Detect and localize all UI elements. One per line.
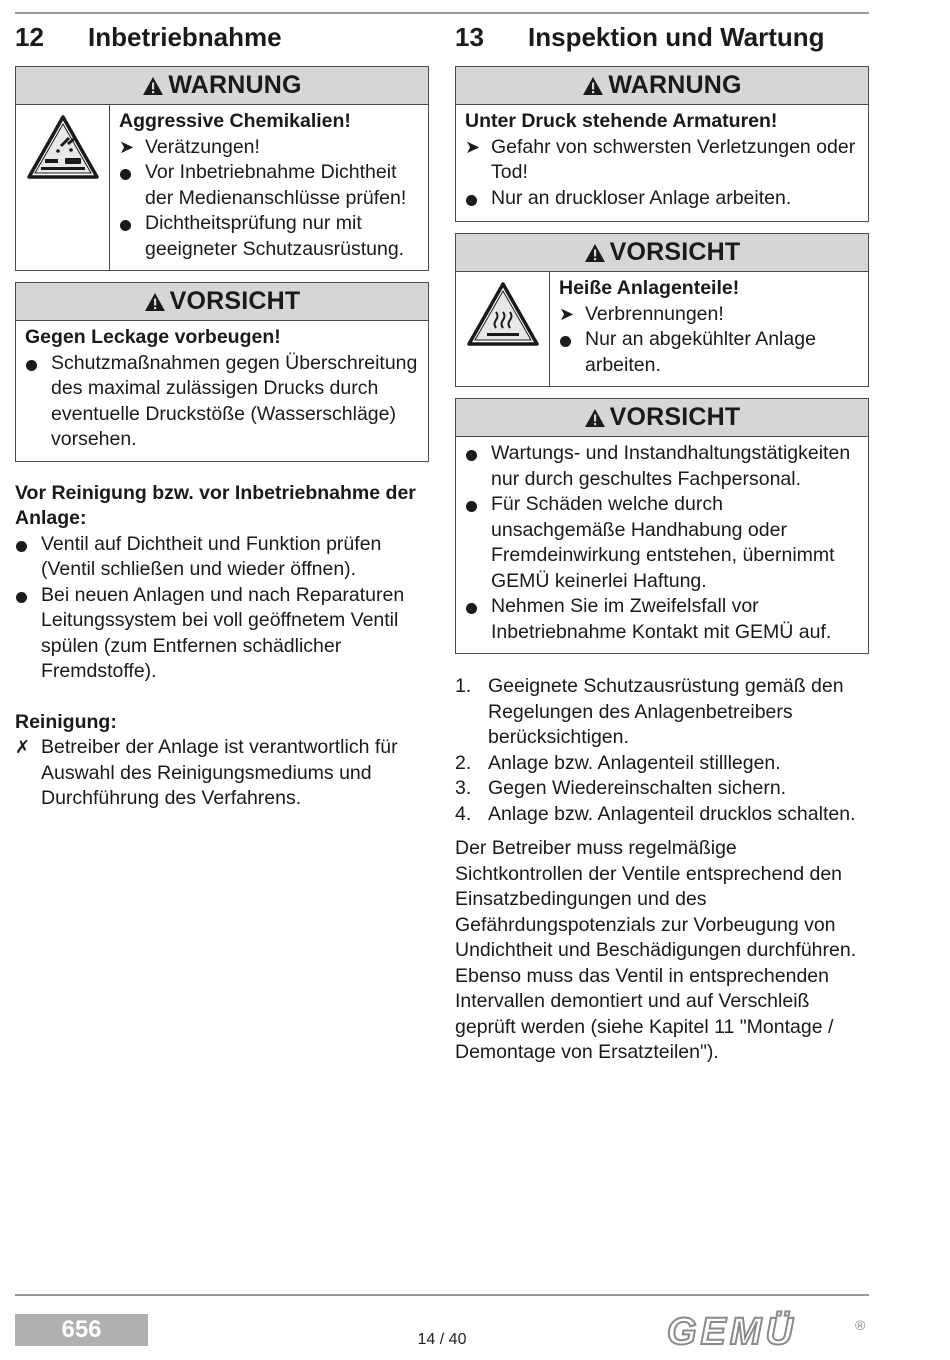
list-item — [25, 351, 420, 453]
bullet-icon — [466, 450, 477, 461]
list-item — [15, 735, 429, 812]
list-item — [465, 186, 860, 214]
warning-box-header — [16, 67, 428, 105]
list-item-text: Nur an druckloser Anlage arbeiten. — [491, 186, 792, 209]
list-item — [465, 441, 860, 492]
section-number: 13 — [455, 22, 484, 52]
step-number: 2. — [455, 751, 472, 774]
caution-box-header — [456, 399, 868, 437]
doc-number-badge: 656 — [15, 1314, 148, 1346]
cross-mark-icon: ✗ — [15, 737, 31, 757]
warning-triangle-icon — [144, 292, 166, 312]
step-number: 1. — [455, 675, 472, 697]
bullet-icon — [466, 195, 477, 206]
step-item — [455, 751, 869, 777]
warning-triangle-icon — [142, 76, 164, 96]
step-item — [455, 802, 869, 828]
list-item-text: Ventil auf Dichtheit und Funktion prüfen (Ventil schließen und wieder öffnen). — [41, 532, 382, 580]
step-item — [455, 776, 869, 802]
consequence-item — [559, 302, 860, 328]
section-title: Inspektion und Wartung — [528, 22, 825, 52]
bullet-icon — [466, 603, 477, 614]
hazard-icon-cell — [16, 105, 110, 270]
caution-label: VORSICHT — [609, 403, 741, 431]
corrosive-substance-icon — [27, 115, 99, 270]
arrow-right-icon: ➤ — [559, 303, 575, 324]
bullet-icon — [560, 336, 571, 347]
top-rule — [15, 12, 869, 14]
brand-logo-text: GEMÜ — [667, 1311, 797, 1353]
warning-box-chemicals — [15, 66, 429, 271]
warning-title: Unter Druck stehende Armaturen! — [465, 110, 778, 132]
caution-label: VORSICHT — [609, 238, 741, 266]
warning-box-pressure — [455, 66, 869, 222]
section-title: Inbetriebnahme — [88, 22, 282, 52]
list-item — [465, 594, 860, 645]
caution-box-general — [455, 398, 869, 654]
list-item — [465, 492, 860, 594]
bullet-icon — [26, 360, 37, 371]
caution-box-header — [456, 234, 868, 272]
step-text: Anlage bzw. Anlagenteil stilllegen. — [488, 751, 781, 774]
bullet-icon — [120, 220, 131, 231]
consequence-item — [119, 135, 420, 161]
list-item — [15, 532, 429, 583]
consequence-text: Verbrennungen! — [585, 302, 724, 325]
warning-label: WARNUNG — [608, 71, 742, 99]
right-column — [455, 18, 869, 1066]
caution-label: VORSICHT — [169, 287, 301, 315]
list-item-text: Schutzmaßnahmen gegen Überschreitung des maximal zulässigen Drucks durch eventuelle Druckstöße (Wasserschläge) vorsehen. — [51, 351, 418, 450]
step-number: 4. — [455, 802, 472, 825]
list-item — [119, 160, 420, 211]
hazard-icon-cell — [456, 272, 550, 386]
list-item — [15, 583, 429, 685]
cleaning-heading: Reinigung: — [15, 710, 117, 733]
bullet-icon — [120, 169, 131, 180]
inspection-paragraph: Der Betreiber muss regelmäßige Sichtkontrollen der Ventile entsprechend den Einsatzbedingungen und des Gefährdungspotenzials zur Vorbeugung von Undichtheit und Beschädigungen durchführen. Ebenso muss das Ventil in entsprechenden Intervallen demontiert und auf Verschleiß geprüft werden (siehe Kapitel 11 "Montage / Demontage von Ersatzteilen"). — [455, 837, 857, 1063]
caution-box-hot-parts — [455, 233, 869, 387]
consequence-text: Gefahr von schwersten Verletzungen oder Tod! — [491, 135, 856, 183]
bullet-icon — [16, 541, 27, 552]
consequence-text: Verätzungen! — [145, 135, 260, 158]
bottom-rule — [15, 1294, 869, 1296]
hot-surface-icon — [467, 282, 539, 386]
arrow-right-icon: ➤ — [119, 136, 135, 157]
list-item — [559, 327, 860, 378]
list-item-text: Bei neuen Anlagen und nach Reparaturen Leitungssystem bei voll geöffnetem Ventil spülen (zum Entfernen schädlicher Fremdstoffe). — [41, 583, 405, 682]
left-column — [15, 18, 429, 812]
warning-label: WARNUNG — [168, 71, 302, 99]
bullet-icon — [466, 501, 477, 512]
caution-box-leakage — [15, 282, 429, 462]
list-item-text: Dichtheitsprüfung nur mit geeigneter Schutzausrüstung. — [145, 212, 405, 260]
registered-mark: ® — [855, 1317, 866, 1333]
arrow-right-icon: ➤ — [465, 136, 481, 157]
caution-title: Heiße Anlagenteile! — [559, 277, 740, 299]
pre-cleaning-heading: Vor Reinigung bzw. vor Inbetriebnahme der Anlage: — [15, 481, 416, 529]
warning-triangle-icon — [584, 408, 606, 428]
step-text: Geeignete Schutzausrüstung gemäß den Regelungen des Anlagenbetreibers berücksichtigen. — [488, 675, 844, 748]
list-item-text: Wartungs- und Instandhaltungstätigkeiten nur durch geschultes Fachpersonal. — [491, 442, 851, 490]
warning-title: Aggressive Chemikalien! — [119, 110, 351, 132]
list-item-text: Für Schäden welche durch unsachgemäße Handhabung oder Fremdeinwirkung entstehen, übernimmt GEMÜ keinerlei Haftung. — [491, 493, 835, 592]
bullet-icon — [16, 592, 27, 603]
step-number: 3. — [455, 777, 472, 799]
list-item-text: Vor Inbetriebnahme Dichtheit der Medienanschlüsse prüfen! — [145, 161, 407, 209]
page-indicator: 14 / 40 — [417, 1331, 467, 1348]
list-item-text: Betreiber der Anlage ist verantwortlich für Auswahl des Reinigungsmediums und Durchführung des Verfahrens. — [41, 736, 398, 809]
step-text: Anlage bzw. Anlagenteil drucklos schalten. — [488, 802, 856, 825]
section-heading-13 — [455, 18, 869, 60]
list-item-text: Nur an abgekühlter Anlage arbeiten. — [585, 328, 816, 376]
warning-box-header — [456, 67, 868, 105]
list-item — [119, 211, 420, 262]
section-heading-12 — [15, 18, 429, 60]
section-number: 12 — [15, 22, 44, 52]
caution-title: Gegen Leckage vorbeugen! — [25, 326, 281, 348]
brand-logo — [667, 1310, 872, 1354]
warning-triangle-icon — [582, 76, 604, 96]
step-item — [455, 674, 869, 751]
consequence-item — [465, 135, 860, 186]
warning-triangle-icon — [584, 243, 606, 263]
caution-box-header — [16, 283, 428, 321]
list-item-text: Nehmen Sie im Zweifelsfall vor Inbetriebnahme Kontakt mit GEMÜ auf. — [491, 595, 832, 643]
step-text: Gegen Wiedereinschalten sichern. — [488, 777, 787, 799]
